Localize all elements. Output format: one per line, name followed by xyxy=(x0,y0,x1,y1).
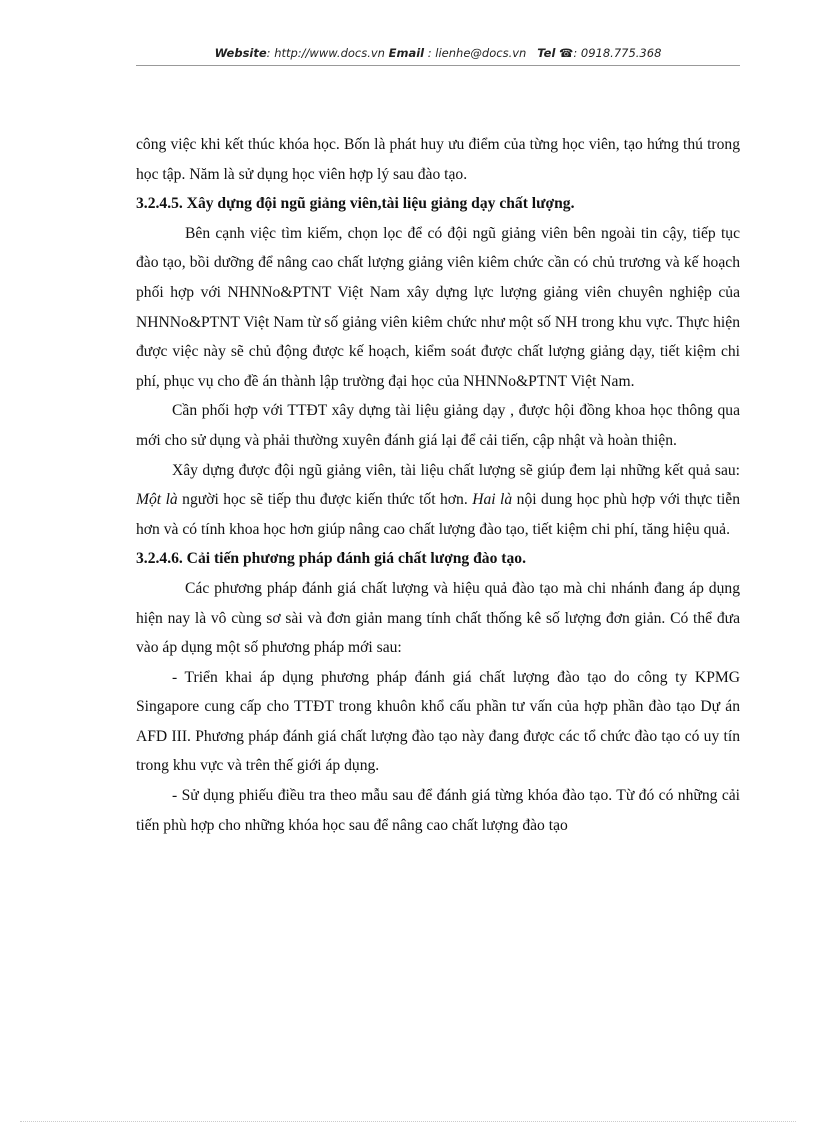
email-value: : lienhe@docs.vn xyxy=(424,46,527,60)
page-header xyxy=(136,46,740,60)
paragraph-6: - Triển khai áp dụng phương pháp đánh giá chất lượng đào tạo do công ty KPMG Singapore cung cấp cho TTĐT trong khuôn khổ cấu phần tư vấn của hợp phần đào tạo Dự án AFD III. Phương pháp đánh giá chất lượng đào tạo này đang được các tổ chức đào tạo có uy tín trong khu vực và trên thế giới áp dụng. xyxy=(136,668,740,775)
section-heading-3-2-4-6: 3.2.4.6. Cải tiến phương pháp đánh giá chất lượng đào tạo. xyxy=(136,550,526,568)
paragraph-2: Bên cạnh việc tìm kiếm, chọn lọc để có đội ngũ giảng viên bên ngoài tin cậy, tiếp tục đào tạo, bồi dưỡng để nâng cao chất lượng giảng viên kiêm chức cần có chủ trương và kế hoạch phối hợp với NHNNo&PTNT Việt Nam xây dựng lực lượng giảng viên chuyên nghiệp của NHNNo&PTNT Việt Nam từ số giảng viên kiêm chức như một số NH trong khu vực. Thực hiện được việc này sẽ chủ động được kế hoạch, kiểm soát được chất lượng giảng dạy, tiết kiệm chi phí, phục vụ cho đề án thành lập trường đại học của NHNNo&PTNT Việt Nam. xyxy=(136,224,740,390)
paragraph-4-text-c: người học sẽ tiếp thu được kiến thức tốt hơn. xyxy=(177,491,473,509)
paragraph-4 xyxy=(136,456,740,545)
email-label: Email xyxy=(388,46,425,60)
phone-icon: ☎ xyxy=(559,46,574,60)
paragraph-4-text-a: Xây dựng được đội ngũ giảng viên, tài liệu chất lượng sẽ giúp đem lại những kết quả sau: xyxy=(172,461,740,479)
tel-label: Tel xyxy=(537,46,556,60)
footer-divider xyxy=(20,1121,796,1122)
paragraph-5: Các phương pháp đánh giá chất lượng và hiệu quả đào tạo mà chi nhánh đang áp dụng hiện nay là vô cùng sơ sài và đơn giản mang tính chất thống kê số lượng đơn giản. Có thể đưa vào áp dụng một số phương pháp mới sau: xyxy=(136,579,740,657)
website-label: Website xyxy=(214,46,267,60)
paragraph-4-hai-la: Hai là xyxy=(472,491,513,509)
paragraph-3: Cần phối hợp với TTĐT xây dựng tài liệu giảng dạy , được hội đồng khoa học thông qua mới cho sử dụng và phải thường xuyên đánh giá lại để cải tiến, cập nhật và hoàn thiện. xyxy=(136,402,740,449)
paragraph-4-mot-la: Một là xyxy=(136,491,178,509)
paragraph-7: - Sử dụng phiếu điều tra theo mẫu sau để đánh giá từng khóa đào tạo. Từ đó có những cải tiến phù hợp cho những khóa học sau để nâng cao chất lượng đào tạo xyxy=(136,787,740,834)
paragraph-4-text-e: nội dung học phù hợp với thực tiễn hơn và có tính khoa học hơn giúp nâng cao chất lượng đào tạo, tiết kiệm chi phí, tăng hiệu quả. xyxy=(136,491,740,538)
website-value: : http://www.docs.vn xyxy=(266,46,385,60)
header-divider xyxy=(136,65,740,66)
paragraph-1: công việc khi kết thúc khóa học. Bốn là phát huy ưu điểm của từng học viên, tạo hứng thú trong học tập. Năm là sử dụng học viên hợp lý sau đào tạo. xyxy=(136,136,740,183)
section-heading-3-2-4-5: 3.2.4.5. Xây dựng đội ngũ giảng viên,tài liệu giảng dạy chất lượng. xyxy=(136,195,575,213)
tel-value: : 0918.775.368 xyxy=(573,46,662,60)
document-body xyxy=(136,130,740,840)
